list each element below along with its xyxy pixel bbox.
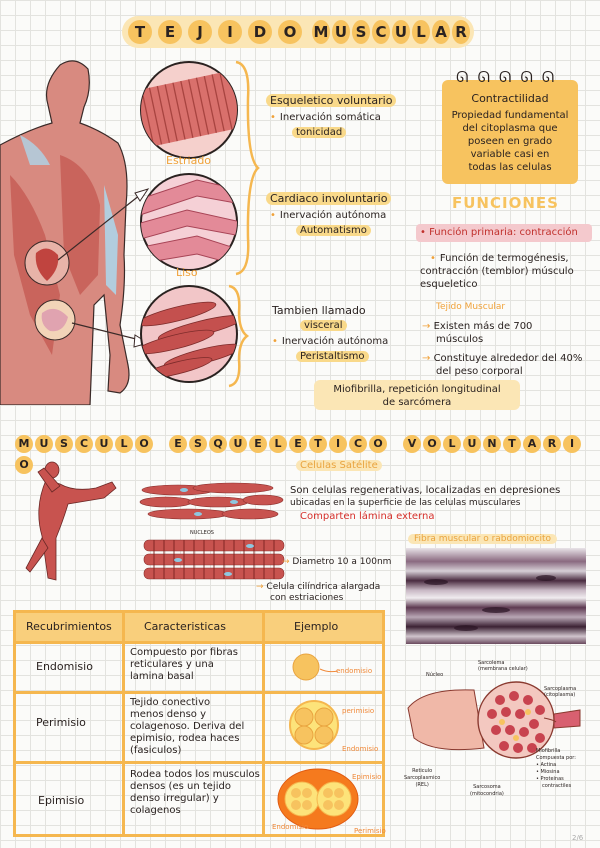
table-row-desc: Rodea todos los musculos densos (es un tejido denso irregular) y colagenos <box>130 769 260 816</box>
section-letter: U <box>229 435 247 453</box>
title-letter: O <box>278 20 302 44</box>
endomisio-label: endomisio <box>336 667 373 675</box>
section-letter: R <box>543 435 561 453</box>
title-letter: S <box>352 20 370 44</box>
brace-smooth <box>225 282 251 388</box>
section-letter: Q <box>209 435 227 453</box>
section-letter: O <box>15 456 33 474</box>
micrograph-nuclei <box>406 548 586 644</box>
liso-peristaltismo: Peristaltismo <box>296 351 369 362</box>
satelite-text <box>290 484 590 523</box>
table-row-desc: Tejido conectivo menos denso y colagenoso. Deriva del epimisio, rodea haces (fasiculos) <box>130 697 245 756</box>
spiral-binding: ᘏᘏᘏᘏᘏ <box>456 68 564 86</box>
satelite-line: Comparten lámina externa <box>300 511 435 522</box>
cardiaco-block <box>266 192 391 237</box>
contractilidad-line: todas las celulas <box>468 162 552 173</box>
section-letter: C <box>75 435 93 453</box>
funcion-line: contracción (temblor) músculo <box>420 266 574 277</box>
contractilidad-line: Propiedad fundamental <box>451 110 569 121</box>
anatomy-label-reticulo: Reticulo Sarcoplasmico (REL) <box>404 768 441 788</box>
miofibrilla-line1: Miofibrilla, repetición longitudinal <box>333 384 501 395</box>
section-letter: E <box>289 435 307 453</box>
title-letter: C <box>372 20 390 44</box>
anatomy-label-sarcoplasma: Sarcoplasma (citoplasma) <box>544 686 577 698</box>
section-letter: N <box>483 435 501 453</box>
title-letter: D <box>248 20 272 44</box>
table-row-name: Perimisio <box>36 716 86 729</box>
endomisio-label: Endomisio <box>272 823 309 831</box>
contractilidad-line: variable casi en <box>470 149 550 160</box>
funcion-termogenesis <box>420 252 574 291</box>
page-title <box>122 16 474 48</box>
table-row-name: Epimisio <box>38 794 85 807</box>
section-letter: U <box>95 435 113 453</box>
perimisio-label: perimisio <box>342 707 375 715</box>
epimisio-label: Epimisio <box>352 773 382 781</box>
satelite-title <box>296 460 382 471</box>
diametro-label: → Diametro 10 a 100nm <box>282 557 392 567</box>
section-letter: T <box>309 435 327 453</box>
celula-line: → Celula cilíndrica alargada <box>256 582 381 592</box>
table-header-cell: Recubrimientos <box>26 620 112 633</box>
page-number: 2/6 <box>572 834 584 842</box>
section-letter: I <box>329 435 347 453</box>
section-letter: E <box>169 435 187 453</box>
fact-line: del peso corporal <box>436 366 523 377</box>
funcion-primaria: • Función primaria: contracción <box>416 224 592 242</box>
contractilidad-line: poseen en grado <box>467 136 553 147</box>
section-letter: S <box>55 435 73 453</box>
miofibrilla-line2: de sarcómera <box>382 397 452 408</box>
anatomy-label-nucleo: Núcleo <box>426 672 444 678</box>
section-letter: T <box>503 435 521 453</box>
title-letter: M <box>312 20 330 44</box>
liso-visceral: visceral <box>300 320 347 331</box>
title-letter: T <box>128 20 152 44</box>
title-letter: A <box>432 20 450 44</box>
perimisio-label: Perimisio <box>354 827 386 835</box>
section-letter: E <box>249 435 267 453</box>
section-letter: M <box>15 435 33 453</box>
section-letter: O <box>135 435 153 453</box>
satelite-line: ubicadas en la superficie de las celulas musculares <box>290 498 521 508</box>
liso-block <box>272 304 388 363</box>
cardiac-fiber-icon <box>137 170 241 274</box>
section-letter: O <box>423 435 441 453</box>
funcion-primaria-text: Función primaria: contracción <box>429 227 578 238</box>
table-row-desc: Compuesto por fibras reticulares y una lamina basal <box>130 647 238 682</box>
celula-label <box>256 582 380 604</box>
section-letter: C <box>349 435 367 453</box>
fact-line: músculos <box>436 334 484 345</box>
tejido-muscular-title: Tejido Muscular <box>436 302 506 312</box>
fact-line: → Constituye alrededor del 40% <box>422 353 583 364</box>
skeletal-fiber-icon <box>137 58 241 162</box>
section-letter: V <box>403 435 421 453</box>
brace-striated <box>232 58 262 278</box>
title-letter: J <box>188 20 212 44</box>
title-letter: I <box>218 20 242 44</box>
title-letter: E <box>158 20 182 44</box>
cardiaco-bullet: • Inervación autónoma <box>270 209 391 222</box>
miofibrilla-box <box>314 380 520 410</box>
dancer-illustration <box>12 458 124 588</box>
title-letter: U <box>332 20 350 44</box>
fibra-micrograph <box>406 548 586 644</box>
recubrimientos-table <box>13 610 385 837</box>
celula-line: con estriaciones <box>270 593 344 603</box>
table-header-cell: Caracteristicas <box>144 620 227 633</box>
esqueletico-bullet: • Inervación somática <box>270 111 396 124</box>
esqueletico-tonicidad: tonicidad <box>292 127 346 138</box>
anatomy-label-miofibrilla: Miofibrilla Compuesta por: • Actina • Miosina • Proteinas contractiles <box>536 748 576 789</box>
section-letter: A <box>523 435 541 453</box>
liso-title: Tambien llamado <box>272 304 366 317</box>
section-letter: L <box>115 435 133 453</box>
tejido-muscular-facts <box>422 320 582 378</box>
cardiaco-title: Cardiaco involuntario <box>266 192 391 205</box>
title-letter: L <box>412 20 430 44</box>
funciones-title: FUNCIONES <box>452 194 559 212</box>
cardiaco-automatismo: Automatismo <box>296 225 371 236</box>
contractilidad-card <box>442 68 578 184</box>
endomisio-label: Endomisio <box>342 745 379 753</box>
anatomy-label-sarcolema: Sarcolema (membrana celular) <box>478 660 528 672</box>
satelite-title-text: Celulas Satélite <box>296 460 382 471</box>
section-letter: O <box>369 435 387 453</box>
esqueletico-title: Esqueletico voluntario <box>266 94 396 107</box>
section-letter: L <box>269 435 287 453</box>
esqueletico-block <box>266 94 396 139</box>
section-letter: U <box>463 435 481 453</box>
label-nucleos: NUCLEOS <box>190 530 214 536</box>
fact-line: → Existen más de 700 <box>422 321 533 332</box>
table-header-cell: Ejemplo <box>294 620 339 633</box>
contractilidad-title: Contractilidad <box>471 92 549 105</box>
section-letter: I <box>563 435 581 453</box>
funcion-line: • Función de termogénesis, <box>430 252 574 265</box>
title-letter: U <box>392 20 410 44</box>
section-letter: S <box>189 435 207 453</box>
table-row-name: Endomisio <box>36 660 93 673</box>
section-letter: L <box>443 435 461 453</box>
anatomy-label-sarcosoma: Sarcosoma (mitocondria) <box>470 784 504 797</box>
title-letter: R <box>452 20 470 44</box>
label-estriado: Estriado <box>166 154 212 167</box>
fibra-title: Fibra muscular o rabdomiocito <box>408 534 557 544</box>
contractilidad-line: del citoplasma que <box>462 123 558 134</box>
section-letter: U <box>35 435 53 453</box>
satelite-line: Son celulas regenerativas, localizadas en depresiones <box>290 485 561 496</box>
liso-bullet: • Inervación autónoma <box>272 335 388 348</box>
label-liso: Liso <box>176 266 198 279</box>
funcion-line: esqueletico <box>420 279 478 290</box>
